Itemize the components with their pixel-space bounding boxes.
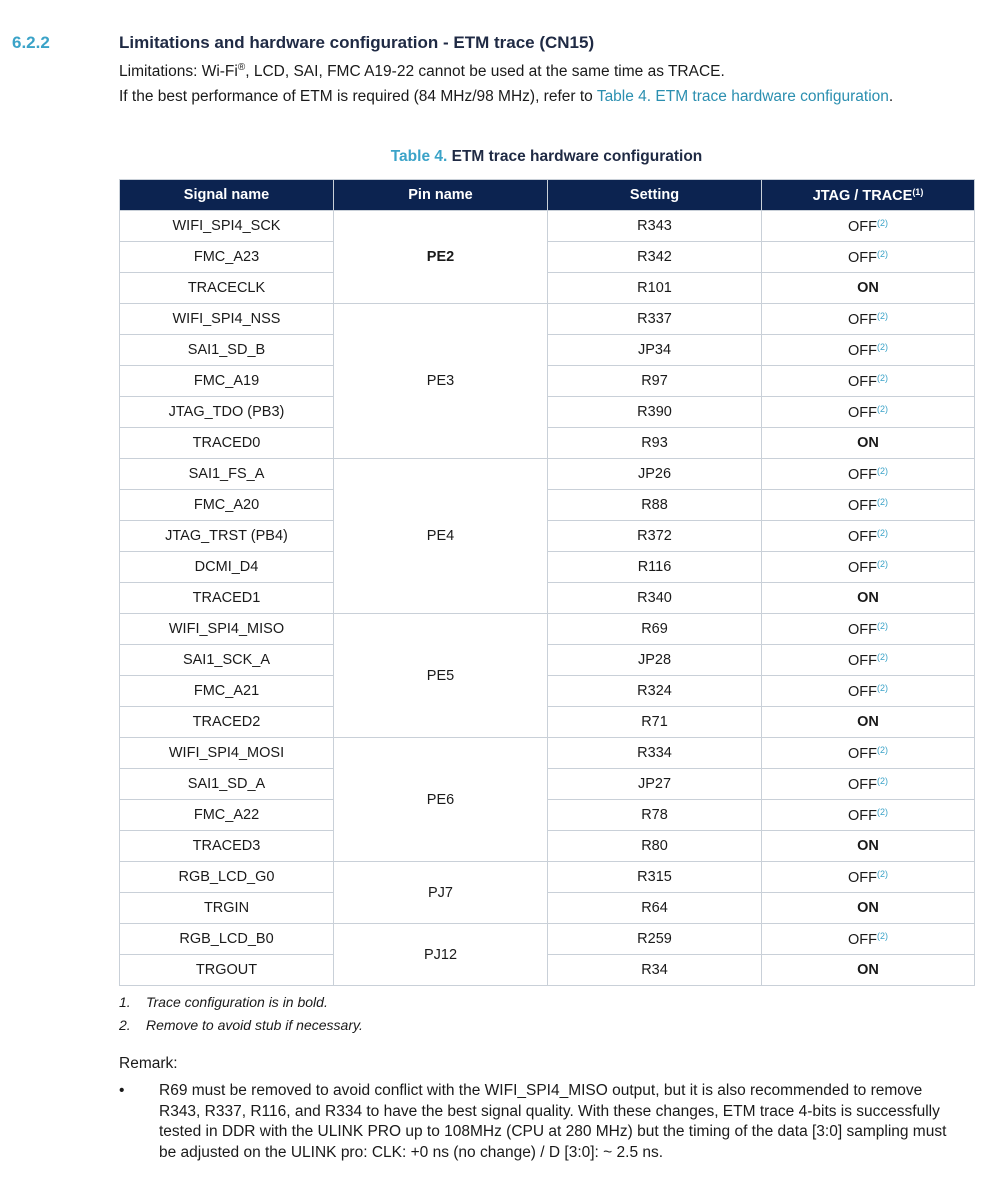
table-row xyxy=(120,490,975,521)
signal-name-cell: WIFI_SPI4_MISO xyxy=(120,614,334,645)
setting-cell: R390 xyxy=(548,397,762,428)
performance-text-end: . xyxy=(888,88,894,105)
setting-cell: R340 xyxy=(548,583,762,614)
table-row xyxy=(120,335,975,366)
setting-cell: R324 xyxy=(548,676,762,707)
jtag-trace-cell xyxy=(762,428,975,459)
jtag-trace-state: ON xyxy=(857,838,879,854)
jtag-trace-cell xyxy=(762,676,975,707)
section-title: Limitations and hardware configuration - ETM trace (CN15) xyxy=(119,33,595,52)
signal-name-cell: FMC_A22 xyxy=(120,800,334,831)
table-row xyxy=(120,273,975,304)
setting-cell: R64 xyxy=(548,893,762,924)
footnote-ref: (2) xyxy=(877,868,888,879)
footnote-ref: (2) xyxy=(877,930,888,941)
footnote-ref: (2) xyxy=(877,310,888,321)
table-row xyxy=(120,552,975,583)
pin-name-cell: PE6 xyxy=(334,738,548,862)
footnote-ref: (2) xyxy=(877,496,888,507)
signal-name-cell: TRACED3 xyxy=(120,831,334,862)
table-row xyxy=(120,242,975,273)
note-text: Remove to avoid stub if necessary. xyxy=(146,1017,363,1033)
jtag-trace-cell xyxy=(762,242,975,273)
signal-name-cell: WIFI_SPI4_SCK xyxy=(120,211,334,242)
table-note xyxy=(119,1015,363,1038)
signal-name-cell: FMC_A19 xyxy=(120,366,334,397)
registered-mark: ® xyxy=(237,62,246,73)
setting-cell: R93 xyxy=(548,428,762,459)
pin-name-cell: PE3 xyxy=(334,304,548,459)
jtag-trace-state: OFF xyxy=(848,621,877,638)
footnote-ref: (2) xyxy=(877,465,888,476)
signal-name-cell: FMC_A20 xyxy=(120,490,334,521)
jtag-trace-state: OFF xyxy=(848,869,877,886)
header-footnote-ref: (1) xyxy=(912,186,924,197)
signal-name-cell: JTAG_TDO (PB3) xyxy=(120,397,334,428)
note-number: 1. xyxy=(119,994,131,1010)
setting-cell: R315 xyxy=(548,862,762,893)
performance-paragraph xyxy=(119,88,893,106)
setting-cell: R337 xyxy=(548,304,762,335)
note-number: 2. xyxy=(119,1017,131,1033)
remark-text: R69 must be removed to avoid conflict with the WIFI_SPI4_MISO output, but it is also recommended to remove R343, R337, R116, and R334 to have the best signal quality. With these changes, ETM trace 4-bits is successfully tested in DDR with the ULINK PRO up to 108MHz (CPU at 280 MHz) but the timing of the data [3:0] sampling must be adjusted on the ULINK pro: CLK: +0 ns (no change) / D [3:0]: ~ 2.5 ns. xyxy=(159,1082,947,1161)
jtag-trace-state: OFF xyxy=(848,466,877,483)
header-signal-name: Signal name xyxy=(120,180,334,211)
jtag-trace-cell xyxy=(762,893,975,924)
jtag-trace-state: OFF xyxy=(848,311,877,328)
jtag-trace-state: ON xyxy=(857,714,879,730)
remark-title: Remark: xyxy=(119,1055,178,1072)
limitations-text-end: , LCD, SAI, FMC A19-22 cannot be used at the same time as TRACE. xyxy=(245,63,725,81)
jtag-trace-cell xyxy=(762,459,975,490)
table-row xyxy=(120,583,975,614)
jtag-trace-cell xyxy=(762,304,975,335)
jtag-trace-cell xyxy=(762,490,975,521)
table-notes xyxy=(119,992,363,1038)
table-row xyxy=(120,800,975,831)
footnote-ref: (2) xyxy=(877,744,888,755)
setting-cell: R334 xyxy=(548,738,762,769)
table-row xyxy=(120,521,975,552)
setting-cell: R343 xyxy=(548,211,762,242)
jtag-trace-cell xyxy=(762,955,975,986)
jtag-trace-state: ON xyxy=(857,590,879,606)
footnote-ref: (2) xyxy=(877,372,888,383)
jtag-trace-cell xyxy=(762,738,975,769)
header-setting: Setting xyxy=(548,180,762,211)
jtag-trace-cell xyxy=(762,211,975,242)
signal-name-cell: SAI1_FS_A xyxy=(120,459,334,490)
section-number: 6.2.2 xyxy=(12,33,50,52)
header-jtag-trace xyxy=(762,180,975,211)
setting-cell: R88 xyxy=(548,490,762,521)
table-row xyxy=(120,614,975,645)
jtag-trace-state: OFF xyxy=(848,745,877,762)
setting-cell: JP27 xyxy=(548,769,762,800)
jtag-trace-state: ON xyxy=(857,280,879,296)
signal-name-cell: TRACED2 xyxy=(120,707,334,738)
limitations-paragraph xyxy=(119,62,725,81)
footnote-ref: (2) xyxy=(877,403,888,414)
performance-text: If the best performance of ETM is required (84 MHz/98 MHz), refer to xyxy=(119,88,597,105)
header-jtag-trace-label: JTAG / TRACE xyxy=(812,187,913,204)
table-row xyxy=(120,459,975,490)
limitations-text-start: Limitations: Wi-Fi xyxy=(119,63,238,81)
table-caption-title: ETM trace hardware configuration xyxy=(451,148,703,165)
jtag-trace-cell xyxy=(762,614,975,645)
jtag-trace-cell xyxy=(762,366,975,397)
jtag-trace-state: OFF xyxy=(848,373,877,390)
jtag-trace-cell xyxy=(762,924,975,955)
pin-name-cell: PJ7 xyxy=(334,862,548,924)
footnote-ref: (2) xyxy=(877,651,888,662)
signal-name-cell: DCMI_D4 xyxy=(120,552,334,583)
table-row xyxy=(120,428,975,459)
signal-name-cell: SAI1_SCK_A xyxy=(120,645,334,676)
jtag-trace-state: ON xyxy=(857,900,879,916)
table-row xyxy=(120,211,975,242)
table-row xyxy=(120,676,975,707)
footnote-ref: (2) xyxy=(877,775,888,786)
table-row xyxy=(120,397,975,428)
setting-cell: R116 xyxy=(548,552,762,583)
footnote-ref: (2) xyxy=(877,217,888,228)
jtag-trace-cell xyxy=(762,800,975,831)
jtag-trace-cell xyxy=(762,335,975,366)
table-row xyxy=(120,304,975,335)
signal-name-cell: TRGIN xyxy=(120,893,334,924)
jtag-trace-state: OFF xyxy=(848,652,877,669)
jtag-trace-cell xyxy=(762,397,975,428)
jtag-trace-state: OFF xyxy=(848,497,877,514)
signal-name-cell: FMC_A23 xyxy=(120,242,334,273)
etm-trace-table xyxy=(119,179,975,986)
jtag-trace-cell xyxy=(762,645,975,676)
setting-cell: R259 xyxy=(548,924,762,955)
jtag-trace-state: ON xyxy=(857,435,879,451)
table-row xyxy=(120,831,975,862)
footnote-ref: (2) xyxy=(877,527,888,538)
table-reference-link[interactable]: Table 4. ETM trace hardware configuration xyxy=(596,88,889,105)
signal-name-cell: TRACECLK xyxy=(120,273,334,304)
signal-name-cell: SAI1_SD_A xyxy=(120,769,334,800)
jtag-trace-cell xyxy=(762,862,975,893)
signal-name-cell: WIFI_SPI4_NSS xyxy=(120,304,334,335)
jtag-trace-cell xyxy=(762,552,975,583)
setting-cell: R34 xyxy=(548,955,762,986)
table-row xyxy=(120,924,975,955)
jtag-trace-cell xyxy=(762,521,975,552)
table-row xyxy=(120,366,975,397)
setting-cell: R372 xyxy=(548,521,762,552)
signal-name-cell: RGB_LCD_G0 xyxy=(120,862,334,893)
table-note xyxy=(119,992,363,1015)
jtag-trace-state: OFF xyxy=(848,683,877,700)
setting-cell: R78 xyxy=(548,800,762,831)
setting-cell: JP34 xyxy=(548,335,762,366)
table-row xyxy=(120,738,975,769)
jtag-trace-cell xyxy=(762,273,975,304)
footnote-ref: (2) xyxy=(877,620,888,631)
jtag-trace-state: OFF xyxy=(848,404,877,421)
table-row xyxy=(120,893,975,924)
pin-name-cell: PE5 xyxy=(334,614,548,738)
pin-name-cell: PJ12 xyxy=(334,924,548,986)
signal-name-cell: TRACED0 xyxy=(120,428,334,459)
pin-name-cell: PE4 xyxy=(334,459,548,614)
table-row xyxy=(120,645,975,676)
setting-cell: R80 xyxy=(548,831,762,862)
jtag-trace-state: ON xyxy=(857,962,879,978)
note-text: Trace configuration is in bold. xyxy=(146,994,328,1010)
setting-cell: R71 xyxy=(548,707,762,738)
footnote-ref: (2) xyxy=(877,682,888,693)
footnote-ref: (2) xyxy=(877,248,888,259)
signal-name-cell: TRACED1 xyxy=(120,583,334,614)
jtag-trace-state: OFF xyxy=(848,807,877,824)
table-caption-label: Table 4. xyxy=(390,148,448,165)
signal-name-cell: RGB_LCD_B0 xyxy=(120,924,334,955)
jtag-trace-cell xyxy=(762,583,975,614)
jtag-trace-state: OFF xyxy=(848,931,877,948)
jtag-trace-state: OFF xyxy=(848,776,877,793)
setting-cell: JP26 xyxy=(548,459,762,490)
table-header-row xyxy=(120,180,975,211)
signal-name-cell: JTAG_TRST (PB4) xyxy=(120,521,334,552)
jtag-trace-state: OFF xyxy=(848,528,877,545)
setting-cell: R69 xyxy=(548,614,762,645)
jtag-trace-cell xyxy=(762,831,975,862)
table-caption xyxy=(119,148,974,166)
footnote-ref: (2) xyxy=(877,806,888,817)
setting-cell: R97 xyxy=(548,366,762,397)
signal-name-cell: TRGOUT xyxy=(120,955,334,986)
table-body xyxy=(120,211,975,986)
table-row xyxy=(120,955,975,986)
footnote-ref: (2) xyxy=(877,341,888,352)
table-row xyxy=(120,769,975,800)
signal-name-cell: WIFI_SPI4_MOSI xyxy=(120,738,334,769)
footnote-ref: (2) xyxy=(877,558,888,569)
signal-name-cell: SAI1_SD_B xyxy=(120,335,334,366)
setting-cell: R342 xyxy=(548,242,762,273)
jtag-trace-state: OFF xyxy=(848,249,877,266)
jtag-trace-state: OFF xyxy=(848,218,877,235)
setting-cell: JP28 xyxy=(548,645,762,676)
header-pin-name: Pin name xyxy=(334,180,548,211)
table-row xyxy=(120,707,975,738)
signal-name-cell: FMC_A21 xyxy=(120,676,334,707)
table-row xyxy=(120,862,975,893)
jtag-trace-cell xyxy=(762,769,975,800)
jtag-trace-state: OFF xyxy=(848,342,877,359)
pin-name-cell: PE2 xyxy=(334,211,548,304)
remark-bullet: • xyxy=(119,1082,125,1099)
jtag-trace-cell xyxy=(762,707,975,738)
setting-cell: R101 xyxy=(548,273,762,304)
jtag-trace-state: OFF xyxy=(848,559,877,576)
